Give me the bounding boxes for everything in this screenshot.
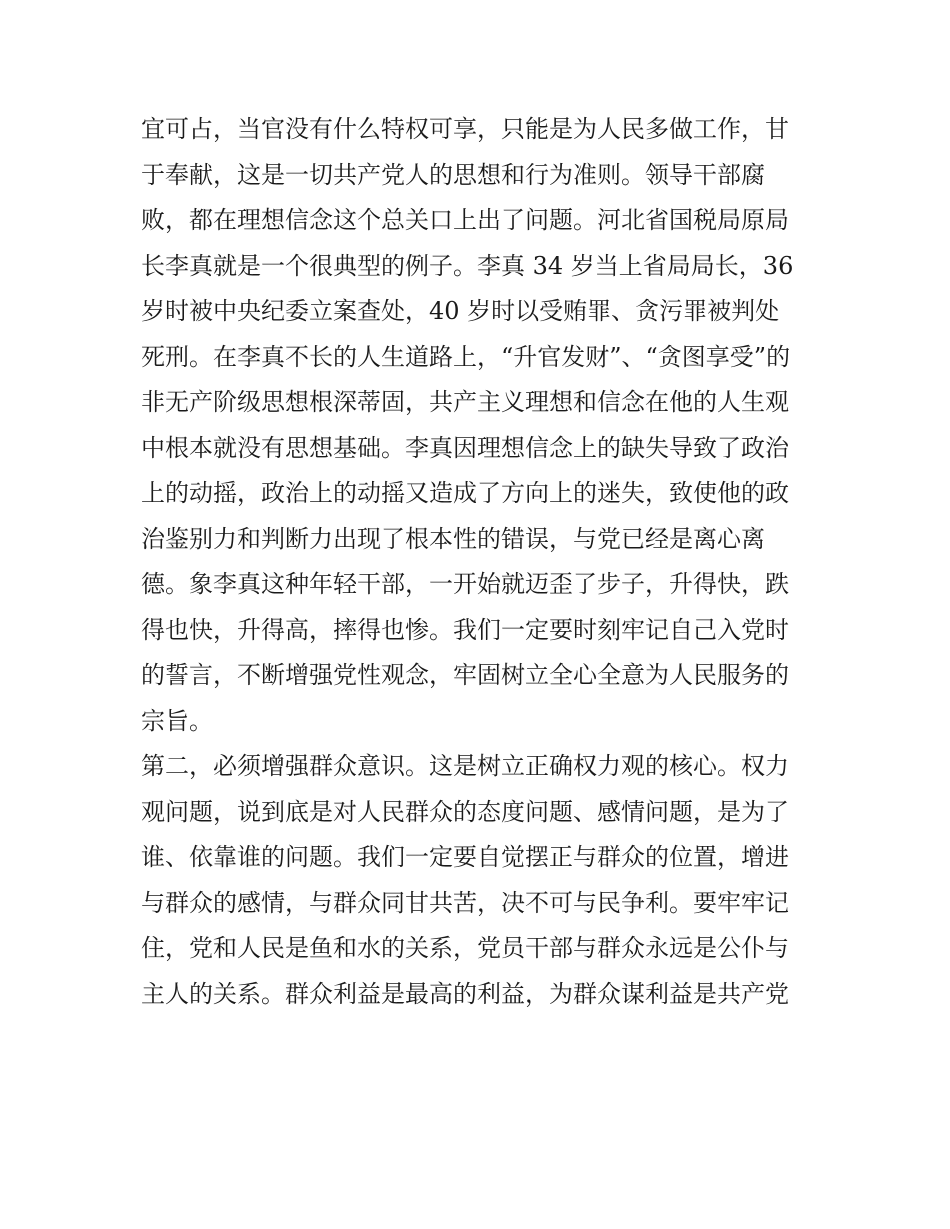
text-line: 治鉴别力和判断力出现了根本性的错误，与党已经是离心离 [141, 524, 765, 553]
text-line: 宜可占，当官没有什么特权可享，只能是为人民多做工作，甘 [141, 115, 789, 143]
text-line: 谁、依靠谁的问题。我们一定要自觉摆正与群众的位置，增进 [141, 843, 789, 871]
text-line: 非无产阶级思想根深蒂固，共产主义理想和信念在他的人生观 [141, 388, 789, 416]
text-line: 第二，必须增强群众意识。这是树立正确权力观的核心。权力 [141, 752, 789, 780]
text-line: 败，都在理想信念这个总关口上出了问题。河北省国税局原局 [141, 206, 789, 234]
text-line: 得也快，升得高，摔得也惨。我们一定要时刻牢记自己入党时 [141, 615, 789, 644]
text-line: 岁时被中央纪委立案查处，40 岁时以受贿罪、贪污罪被判处 [141, 297, 780, 325]
text-line: 宗旨。 [141, 706, 213, 735]
text-line: 中根本就没有思想基础。李真因理想信念上的缺失导致了政治 [141, 433, 789, 462]
text-line: 住，党和人民是鱼和水的关系，党员干部与群众永远是公仆与 [141, 934, 789, 962]
text-line: 的誓言，不断增强党性观念，牢固树立全心全意为人民服务的 [141, 661, 789, 689]
body-text [141, 107, 821, 1017]
text-line: 长李真就是一个很典型的例子。李真 34 岁当上省局局长，36 [141, 251, 794, 280]
text-line: 观问题，说到底是对人民群众的态度问题、感情问题，是为了 [141, 797, 789, 826]
text-line: 与群众的感情，与群众同甘共苦，决不可与民争利。要牢牢记 [141, 888, 789, 917]
text-line: 于奉献，这是一切共产党人的思想和行为准则。领导干部腐 [141, 160, 765, 189]
text-line: 德。象李真这种年轻干部，一开始就迈歪了步子，升得快，跌 [141, 570, 789, 598]
text-line: 死刑。在李真不长的人生道路上，“升官发财”、“贪图享受”的 [141, 342, 791, 371]
text-line: 上的动摇，政治上的动摇又造成了方向上的迷失，致使他的政 [141, 479, 789, 507]
text-line: 主人的关系。群众利益是最高的利益，为群众谋利益是共产党 [141, 979, 789, 1008]
